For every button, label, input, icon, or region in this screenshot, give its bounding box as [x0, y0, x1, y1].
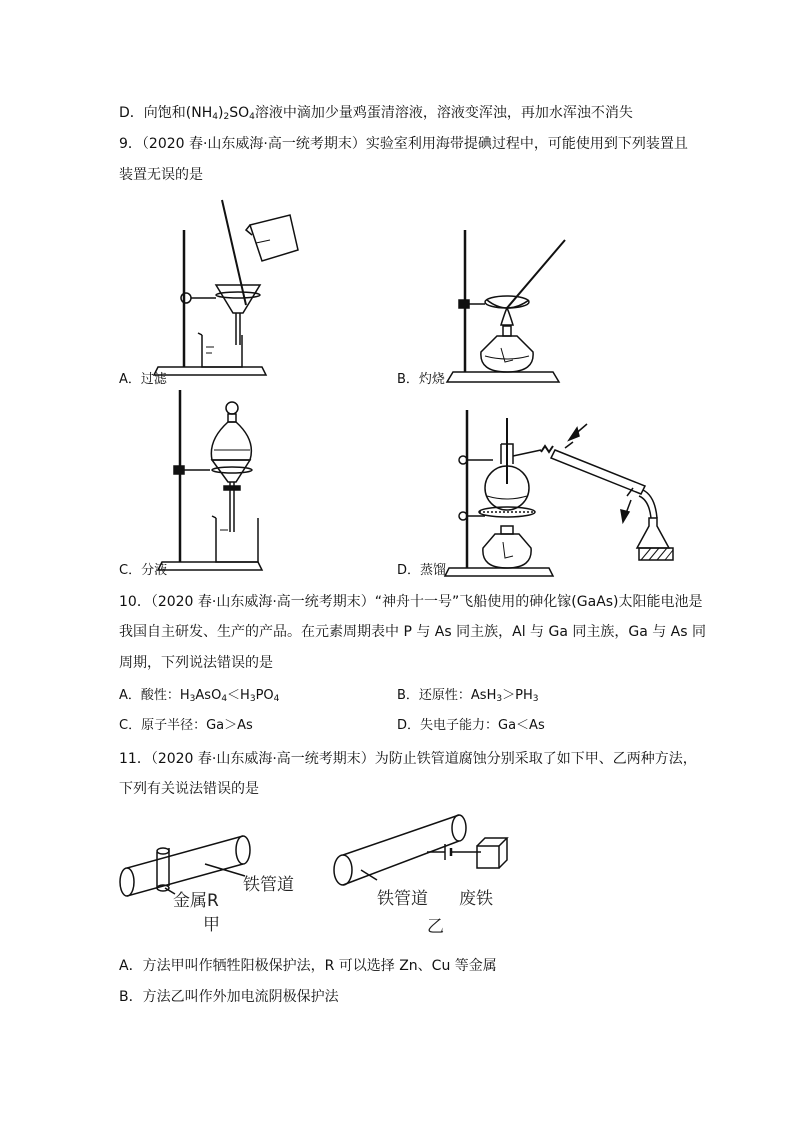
q10-option-a: A．酸性：$H_3AsO_4<H_3PO_4$ [119, 688, 280, 704]
q9-stem-line1: 9．（2020 春·山东威海·高一统考期末）实验室利用海带提碘过程中，可能使用到下列装置且 [119, 136, 688, 152]
q9-caption-a: A．过滤 [119, 372, 167, 387]
distillation-apparatus-figure [445, 408, 685, 583]
q9-stem-line2: 装置无误的是 [119, 167, 203, 183]
corrosion-protection-figure [115, 808, 515, 943]
figure-label-pipe-jia: 铁管道 [243, 875, 294, 895]
q8-option-d: D．向饱和$(NH_4)_2SO_4$溶液中滴加少量鸡蛋清溶液，溶液变浑浊，再加水浑浊不消失 [119, 105, 633, 122]
separatory-funnel-figure [150, 390, 280, 580]
figure-label-jia: 甲 [203, 915, 220, 935]
q10-option-c: C．原子半径：Ga＞As [119, 718, 253, 733]
q10-stem-line2: 我国自主研发、生产的产品。在元素周期表中 P 与 As 同主族，Al 与 Ga 同主族，Ga 与 As 同 [119, 624, 707, 640]
figure-label-pipe-yi: 铁管道 [377, 889, 428, 909]
q11-option-b: B．方法乙叫作外加电流阴极保护法 [119, 989, 339, 1005]
q11-stem-line1: 11．（2020 春·山东威海·高一统考期末）为防止铁管道腐蚀分别采取了如下甲、乙两种方法， [119, 751, 697, 767]
q10-option-b: B．还原性：$AsH_3>PH_3$ [397, 688, 539, 704]
q11-stem-line2: 下列有关说法错误的是 [119, 781, 259, 797]
q9-caption-c: C．分液 [119, 563, 168, 578]
figure-label-scrap-iron: 废铁 [459, 889, 493, 909]
q9-caption-b: B．灼烧 [397, 372, 445, 387]
q10-stem-line1: 10．（2020 春·山东威海·高一统考期末）“神舟十一号”飞船使用的砷化镓(GaAs)太阳能电池是 [119, 594, 703, 610]
q9-caption-d: D．蒸馏 [397, 563, 447, 578]
figure-label-yi: 乙 [427, 917, 444, 937]
filtration-apparatus-figure [150, 195, 310, 380]
q11-option-a: A．方法甲叫作牺牲阳极保护法，R 可以选择 Zn、Cu 等金属 [119, 958, 497, 974]
ignition-apparatus-figure [445, 230, 575, 385]
q10-stem-line3: 周期，下列说法错误的是 [119, 655, 273, 671]
figure-label-metal-r: 金属R [173, 891, 219, 911]
q10-option-d: D．失电子能力：Ga＜As [397, 718, 545, 733]
